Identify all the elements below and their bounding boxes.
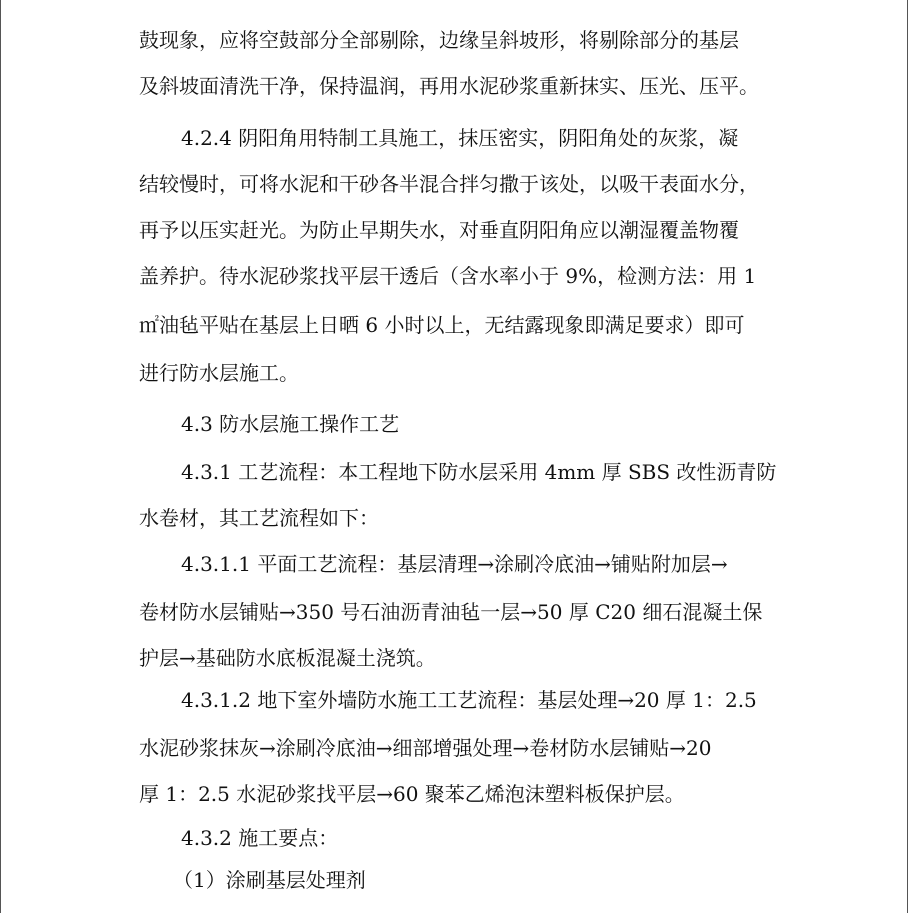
text-line: 护层→基础防水底板混凝土浇筑。 — [139, 646, 436, 670]
text-line: 鼓现象，应将空鼓部分全部剔除，边缘呈斜坡形，将剔除部分的基层 — [139, 28, 739, 52]
text-line: 结较慢时，可将水泥和干砂各半混合拌匀撒于该处，以吸干表面水分， — [139, 172, 759, 196]
text-line: 盖养护。待水泥砂浆找平层干透后（含水率小于 9%，检测方法：用 1 — [139, 264, 757, 288]
text-line: 进行防水层施工。 — [139, 361, 299, 385]
text-line: 卷材防水层铺贴→350 号石油沥青油毡一层→50 厚 C20 细石混凝土保 — [139, 600, 763, 624]
text-line: ㎡油毡平贴在基层上日晒 6 小时以上，无结露现象即满足要求）即可 — [139, 313, 745, 337]
text-line: 再予以压实赶光。为防止早期失水，对垂直阴阳角应以潮湿覆盖物覆 — [139, 218, 739, 242]
paragraph-heading: 4.3.1 工艺流程：本工程地下防水层采用 4mm 厚 SBS 改性沥青防 — [181, 460, 777, 484]
text-line: 及斜坡面清洗干净，保持温润，再用水泥砂浆重新抹实、压光、压平。 — [139, 74, 759, 98]
paragraph-heading: 4.2.4 阴阳角用特制工具施工，抹压密实，阴阳角处的灰浆，凝 — [181, 126, 739, 150]
section-heading: 4.3 防水层施工操作工艺 — [181, 412, 400, 436]
paragraph-heading: 4.3.1.1 平面工艺流程：基层清理→涂刷冷底油→铺贴附加层→ — [181, 552, 728, 576]
subsection-heading: 4.3.2 施工要点： — [181, 826, 339, 850]
text-line: 水卷材，其工艺流程如下： — [139, 506, 379, 530]
text-line: 厚 1：2.5 水泥砂浆找平层→60 聚苯乙烯泡沫塑料板保护层。 — [139, 782, 685, 806]
paragraph-heading: 4.3.1.2 地下室外墙防水施工工艺流程：基层处理→20 厚 1：2.5 — [181, 688, 757, 712]
text-line: 水泥砂浆抹灰→涂刷冷底油→细部增强处理→卷材防水层铺贴→20 — [139, 736, 712, 760]
list-item-heading: （1）涂刷基层处理剂 — [173, 868, 366, 892]
